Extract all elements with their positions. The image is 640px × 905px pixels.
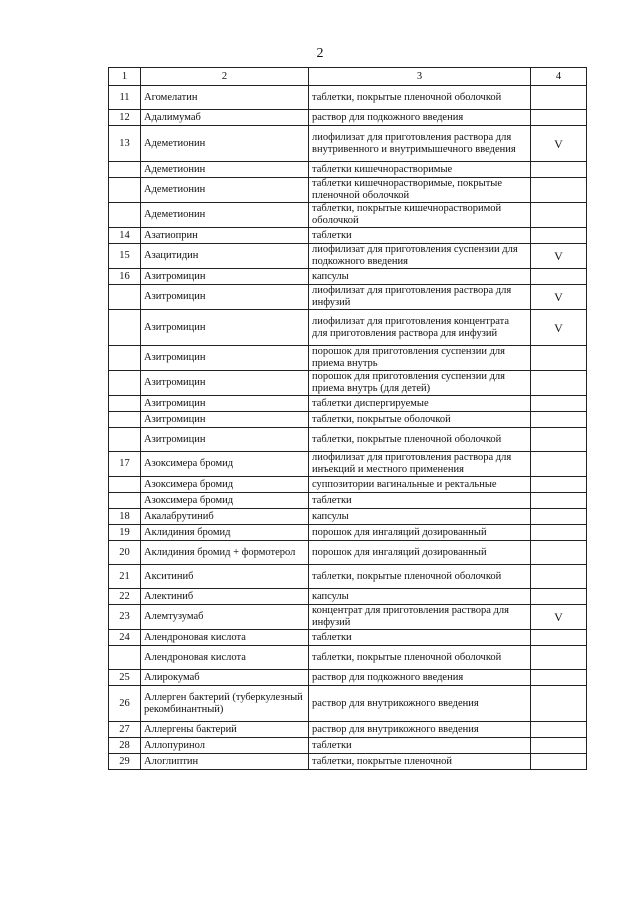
row-number: 22 — [109, 589, 141, 605]
dosage-form: капсулы — [309, 509, 531, 525]
table-row — [109, 686, 587, 722]
drug-name: Адеметионин — [141, 162, 309, 178]
vital-mark — [531, 228, 587, 244]
dosage-form: таблетки — [309, 630, 531, 646]
dosage-form: раствор для подкожного введения — [309, 110, 531, 126]
vital-mark — [531, 203, 587, 228]
vital-mark: V — [531, 126, 587, 162]
table-row — [109, 605, 587, 630]
drug-name: Азоксимера бромид — [141, 477, 309, 493]
row-number — [109, 428, 141, 452]
table-row — [109, 565, 587, 589]
table-row — [109, 396, 587, 412]
vital-mark — [531, 346, 587, 371]
dosage-form: таблетки, покрытые кишечнорастворимой оболочкой — [309, 203, 531, 228]
drug-name: Азитромицин — [141, 371, 309, 396]
table-row — [109, 670, 587, 686]
vital-mark — [531, 738, 587, 754]
vital-mark: V — [531, 605, 587, 630]
drug-name: Азитромицин — [141, 346, 309, 371]
table-row — [109, 244, 587, 269]
row-number: 23 — [109, 605, 141, 630]
drug-name: Алендроновая кислота — [141, 646, 309, 670]
table-row — [109, 630, 587, 646]
drug-name: Алектиниб — [141, 589, 309, 605]
drug-name: Алоглиптин — [141, 754, 309, 770]
row-number — [109, 178, 141, 203]
dosage-form: порошок для приготовления суспензии для приема внутрь (для детей) — [309, 371, 531, 396]
drug-name: Алирокумаб — [141, 670, 309, 686]
row-number — [109, 396, 141, 412]
header-col-3: 3 — [309, 68, 531, 86]
row-number: 19 — [109, 525, 141, 541]
row-number: 18 — [109, 509, 141, 525]
row-number — [109, 477, 141, 493]
row-number: 13 — [109, 126, 141, 162]
dosage-form: лиофилизат для приготовления раствора для инфузий — [309, 285, 531, 310]
table-row — [109, 452, 587, 477]
dosage-form: раствор для внутрикожного введения — [309, 686, 531, 722]
table-row — [109, 285, 587, 310]
row-number: 21 — [109, 565, 141, 589]
vital-mark — [531, 269, 587, 285]
drug-name: Аллопуринол — [141, 738, 309, 754]
header-row — [109, 68, 587, 86]
drug-name: Азитромицин — [141, 310, 309, 346]
table-row — [109, 477, 587, 493]
dosage-form: таблетки кишечнорастворимые — [309, 162, 531, 178]
dosage-form: суппозитории вагинальные и ректальные — [309, 477, 531, 493]
row-number: 29 — [109, 754, 141, 770]
vital-mark — [531, 396, 587, 412]
table-row — [109, 589, 587, 605]
row-number — [109, 310, 141, 346]
row-number: 12 — [109, 110, 141, 126]
table-row — [109, 493, 587, 509]
drug-name: Алемтузумаб — [141, 605, 309, 630]
table-row — [109, 371, 587, 396]
table-row — [109, 203, 587, 228]
drug-name: Акситиниб — [141, 565, 309, 589]
vital-mark: V — [531, 285, 587, 310]
vital-mark — [531, 722, 587, 738]
dosage-form: таблетки — [309, 228, 531, 244]
dosage-form: таблетки, покрытые пленочной оболочкой — [309, 86, 531, 110]
row-number: 27 — [109, 722, 141, 738]
drug-name: Азитромицин — [141, 285, 309, 310]
drug-name: Азитромицин — [141, 428, 309, 452]
table-row — [109, 162, 587, 178]
vital-mark — [531, 509, 587, 525]
drug-name: Азацитидин — [141, 244, 309, 269]
vital-mark — [531, 541, 587, 565]
row-number — [109, 346, 141, 371]
table-row — [109, 412, 587, 428]
dosage-form: таблетки диспергируемые — [309, 396, 531, 412]
table-row — [109, 754, 587, 770]
table-row — [109, 525, 587, 541]
vital-mark — [531, 630, 587, 646]
vital-mark — [531, 589, 587, 605]
vital-mark — [531, 110, 587, 126]
header-col-4: 4 — [531, 68, 587, 86]
drug-name: Азоксимера бромид — [141, 493, 309, 509]
dosage-form: капсулы — [309, 589, 531, 605]
dosage-form: лиофилизат для приготовления суспензии для подкожного введения — [309, 244, 531, 269]
table-row — [109, 541, 587, 565]
table-row — [109, 509, 587, 525]
header-col-2: 2 — [141, 68, 309, 86]
drug-name: Аллерген бактерий (туберкулезный рекомбинантный) — [141, 686, 309, 722]
dosage-form: капсулы — [309, 269, 531, 285]
dosage-form: раствор для подкожного введения — [309, 670, 531, 686]
dosage-form: таблетки, покрытые пленочной оболочкой — [309, 428, 531, 452]
table-row — [109, 346, 587, 371]
drug-name: Азатиоприн — [141, 228, 309, 244]
dosage-form: лиофилизат для приготовления раствора для внутривенного и внутримышечного введения — [309, 126, 531, 162]
row-number — [109, 646, 141, 670]
row-number — [109, 285, 141, 310]
vital-mark — [531, 86, 587, 110]
row-number: 14 — [109, 228, 141, 244]
drug-name: Агомелатин — [141, 86, 309, 110]
row-number: 25 — [109, 670, 141, 686]
drug-name: Аклидиния бромид + формотерол — [141, 541, 309, 565]
table-row — [109, 110, 587, 126]
dosage-form: таблетки, покрытые оболочкой — [309, 412, 531, 428]
drug-name: Аллергены бактерий — [141, 722, 309, 738]
header-col-1: 1 — [109, 68, 141, 86]
row-number — [109, 371, 141, 396]
table-row — [109, 86, 587, 110]
dosage-form: порошок для приготовления суспензии для приема внутрь — [309, 346, 531, 371]
dosage-form: раствор для внутрикожного введения — [309, 722, 531, 738]
drug-name: Азитромицин — [141, 396, 309, 412]
drug-name: Аклидиния бромид — [141, 525, 309, 541]
drug-name: Адеметионин — [141, 203, 309, 228]
vital-mark — [531, 477, 587, 493]
drug-name: Акалабрутиниб — [141, 509, 309, 525]
drug-name: Адалимумаб — [141, 110, 309, 126]
row-number: 17 — [109, 452, 141, 477]
dosage-form: таблетки кишечнорастворимые, покрытые пленочной оболочкой — [309, 178, 531, 203]
row-number — [109, 412, 141, 428]
dosage-form: таблетки, покрытые пленочной оболочкой — [309, 565, 531, 589]
vital-mark — [531, 412, 587, 428]
vital-mark — [531, 525, 587, 541]
table-row — [109, 428, 587, 452]
table-row — [109, 722, 587, 738]
row-number: 20 — [109, 541, 141, 565]
row-number: 28 — [109, 738, 141, 754]
vital-mark — [531, 670, 587, 686]
drug-name: Азоксимера бромид — [141, 452, 309, 477]
table-row — [109, 310, 587, 346]
dosage-form: порошок для ингаляций дозированный — [309, 525, 531, 541]
dosage-form: порошок для ингаляций дозированный — [309, 541, 531, 565]
vital-mark — [531, 754, 587, 770]
vital-mark — [531, 452, 587, 477]
vital-mark — [531, 428, 587, 452]
row-number: 15 — [109, 244, 141, 269]
dosage-form: таблетки — [309, 738, 531, 754]
drug-name: Азитромицин — [141, 412, 309, 428]
dosage-form: лиофилизат для приготовления концентрата для приготовления раствора для инфузий — [309, 310, 531, 346]
drug-name: Адеметионин — [141, 126, 309, 162]
dosage-form: таблетки, покрытые пленочной оболочкой — [309, 646, 531, 670]
vital-mark — [531, 371, 587, 396]
row-number — [109, 493, 141, 509]
table-row — [109, 126, 587, 162]
vital-mark — [531, 646, 587, 670]
vital-mark: V — [531, 244, 587, 269]
table-row — [109, 738, 587, 754]
vital-mark — [531, 162, 587, 178]
table-row — [109, 646, 587, 670]
dosage-form: концентрат для приготовления раствора для инфузий — [309, 605, 531, 630]
row-number: 11 — [109, 86, 141, 110]
dosage-form: таблетки, покрытые пленочной — [309, 754, 531, 770]
drug-name: Адеметионин — [141, 178, 309, 203]
vital-mark — [531, 178, 587, 203]
table-row — [109, 269, 587, 285]
vital-mark — [531, 686, 587, 722]
table-row — [109, 228, 587, 244]
page-number: 2 — [316, 46, 324, 61]
dosage-form: лиофилизат для приготовления раствора для инъекций и местного применения — [309, 452, 531, 477]
row-number — [109, 162, 141, 178]
drug-name: Алендроновая кислота — [141, 630, 309, 646]
row-number: 26 — [109, 686, 141, 722]
row-number: 24 — [109, 630, 141, 646]
drug-list-table — [108, 67, 587, 770]
vital-mark — [531, 493, 587, 509]
drug-name: Азитромицин — [141, 269, 309, 285]
row-number: 16 — [109, 269, 141, 285]
table-row — [109, 178, 587, 203]
vital-mark — [531, 565, 587, 589]
vital-mark: V — [531, 310, 587, 346]
row-number — [109, 203, 141, 228]
dosage-form: таблетки — [309, 493, 531, 509]
